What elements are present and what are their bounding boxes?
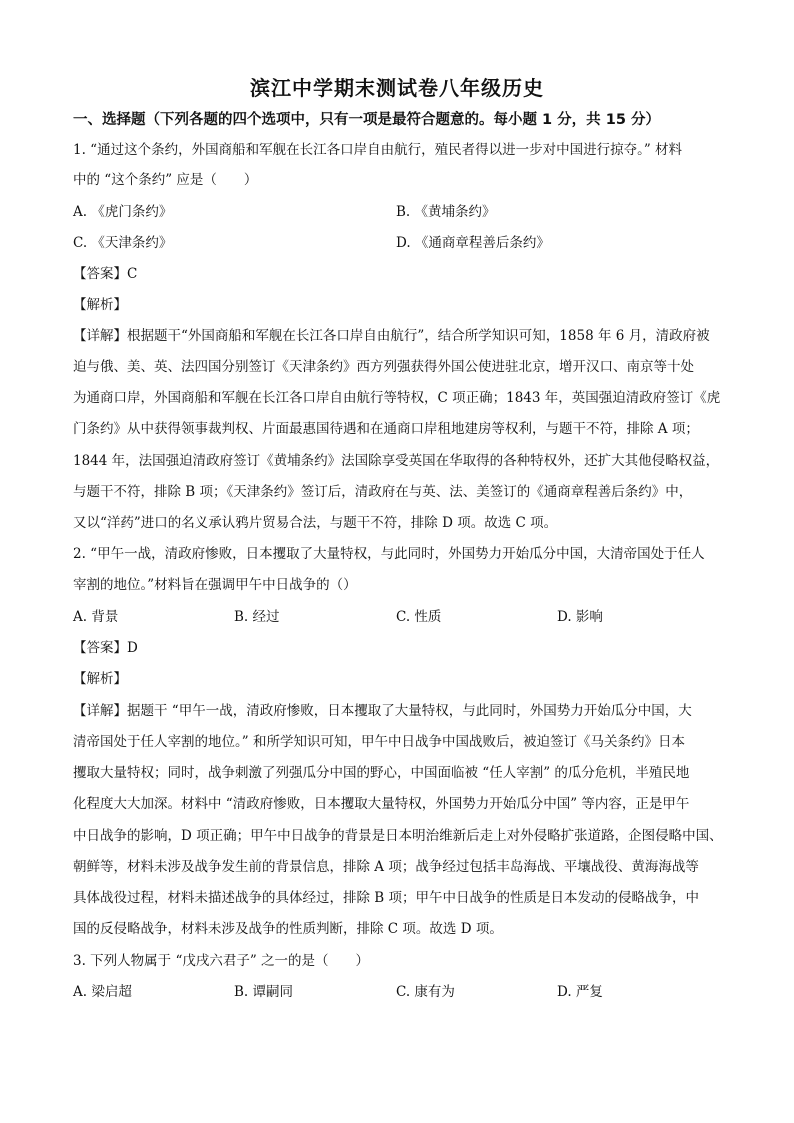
q2-detail-line: 攫取大量特权；同时，战争刺激了列强瓜分中国的野心，中国面临被 “任人宰割” 的瓜分危机，半殖民地 xyxy=(73,765,690,781)
q2-analysis-label: 【解析】 xyxy=(73,671,127,687)
q1-answer: 【答案】C xyxy=(73,266,138,282)
q1-option-b: B. 《黄埔条约》 xyxy=(396,204,496,220)
q2-detail-line: 朝鲜等，材料未涉及战争发生前的背景信息，排除 A 项；战争经过包括丰岛海战、平壤战役、黄海海战等 xyxy=(73,859,699,875)
q2-detail-line: 【详解】据题干 “甲午一战，清政府惨败，日本攫取了大量特权，与此同时，外国势力开始瓜分中国，大 xyxy=(73,703,692,719)
page-title: 滨江中学期末测试卷八年级历史 xyxy=(250,76,544,100)
q2-detail-line: 具体战役过程，材料未描述战争的具体经过，排除 B 项；甲午中日战争的性质是日本发动的侵略战争，中 xyxy=(73,890,700,906)
q1-detail-line: 1844 年，法国强迫清政府签订《黄埔条约》法国除享受英国在华取得的各种特权外，还扩大其他侵略权益， xyxy=(73,453,720,469)
q1-stem-line2: 中的 “这个条约” 应是（ ） xyxy=(73,172,258,188)
q3-option-c: C. 康有为 xyxy=(396,984,455,1000)
q3-stem-line1: 3. 下列人物属于 “戊戌六君子” 之一的是（ ） xyxy=(73,953,370,969)
q1-detail-line: 又以“洋药”进口的名义承认鸦片贸易合法，与题干不符，排除 D 项。故选 C 项。 xyxy=(73,515,558,531)
q1-analysis-label: 【解析】 xyxy=(73,297,127,313)
q3-option-d: D. 严复 xyxy=(557,984,603,1000)
q1-option-a: A. 《虎门条约》 xyxy=(73,204,173,220)
q1-stem-line1: 1. “通过这个条约，外国商船和军舰在长江各口岸自由航行，殖民者得以进一步对中国进行掠夺。” 材料 xyxy=(73,142,683,158)
q2-detail-line: 国的反侵略战争，材料未涉及战争的性质判断，排除 C 项。故选 D 项。 xyxy=(73,921,503,937)
q3-option-a: A. 梁启超 xyxy=(73,984,132,1000)
q2-option-b: B. 经过 xyxy=(234,609,280,625)
q2-option-a: A. 背景 xyxy=(73,609,119,625)
q3-option-b: B. 谭嗣同 xyxy=(234,984,294,1000)
section-heading: 一、选择题（下列各题的四个选项中，只有一项是最符合题意的。每小题 1 分，共 15 分） xyxy=(73,112,660,128)
q2-stem-line1: 2. “甲午一战，清政府惨败，日本攫取了大量特权，与此同时，外国势力开始瓜分中国，大清帝国处于任人 xyxy=(73,546,705,562)
q2-answer: 【答案】D xyxy=(73,640,138,656)
q2-detail-line: 化程度大大加深。材料中 “清政府惨败，日本攫取大量特权，外国势力开始瓜分中国” 等内容，正是甲午 xyxy=(73,796,690,812)
q1-detail-line: 【详解】根据题干“外国商船和军舰在长江各口岸自由航行”，结合所学知识可知，1858 年 6 月，清政府被 xyxy=(73,328,710,344)
q2-option-d: D. 影响 xyxy=(557,609,603,625)
q1-option-c: C. 《天津条约》 xyxy=(73,235,173,251)
q1-detail-line: 门条约》从中获得领事裁判权、片面最惠国待遇和在通商口岸租地建房等权利，与题干不符，排除 A 项； xyxy=(73,421,699,437)
q2-detail-line: 清帝国处于任人宰割的地位。” 和所学知识可知，甲午中日战争中国战败后，被迫签订《马关条约》日本 xyxy=(73,734,685,750)
q1-option-d: D. 《通商章程善后条约》 xyxy=(396,235,550,251)
q1-detail-line: 为通商口岸，外国商船和军舰在长江各口岸自由航行等特权，C 项正确；1843 年，英国强迫清政府签订《虎 xyxy=(73,390,721,406)
q1-detail-line: 迫与俄、美、英、法四国分别签订《天津条约》西方列强获得外国公使进驻北京，增开汉口、南京等十处 xyxy=(73,359,694,375)
q1-detail-line: 与题干不符，排除 B 项；《天津条约》签订后，清政府在与英、法、美签订的《通商章程善后条约》中， xyxy=(73,484,693,500)
q2-stem-line2: 宰割的地位。”材料旨在强调甲午中日战争的（） xyxy=(73,577,357,593)
q2-detail-line: 中日战争的影响，D 项正确；甲午中日战争的背景是日本明治维新后走上对外侵略扩张道路，企图侵略中国、 xyxy=(73,828,723,844)
q2-option-c: C. 性质 xyxy=(396,609,442,625)
